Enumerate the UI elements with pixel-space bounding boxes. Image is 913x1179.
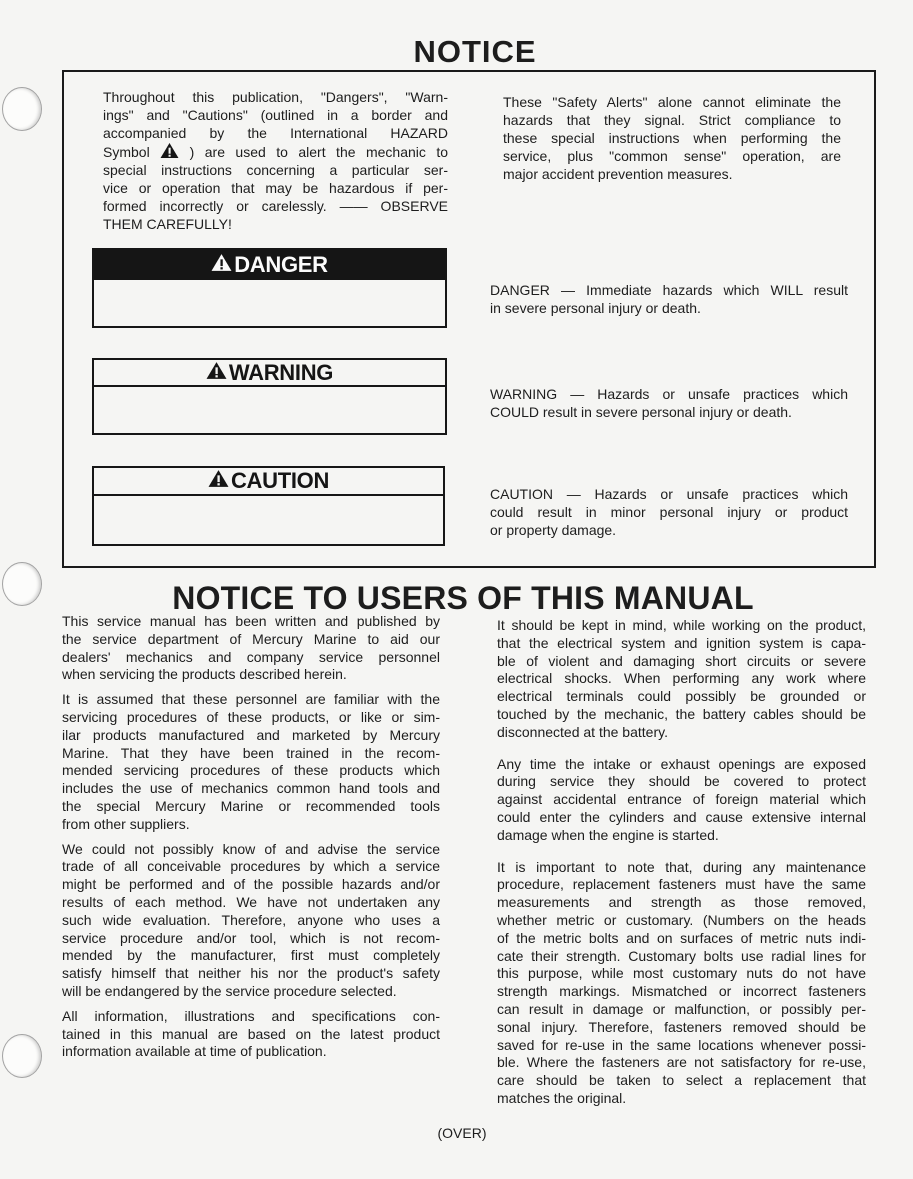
paragraph [497,859,866,1108]
text-line: It is assumed that these personnel are familiar with the [62,691,440,708]
text-line: whether metric or customary. (Numbers on the heads [497,911,866,928]
text-line: mended by the manufacturer, first must completely [62,947,440,964]
text-line: these special instructions when performing the [503,130,841,146]
punch-hole-icon [2,87,42,131]
text-line: ble. Where the fasteners are not satisfactory for re-use, [497,1054,866,1071]
text-line: results of each method. We have not undertaken any [62,893,440,910]
text-line: includes the use of mechanics common hand tools and [62,780,440,797]
paragraph [497,617,866,742]
text-line: ble of violent and damaging short circuits or severe [497,652,866,669]
text-line: can result in damage or malfunction, or possibly per- [497,1000,866,1017]
text-line: vice or operation that may be hazardous if per- [103,180,448,196]
text-line: ings" and "Cautions" (outlined in a border and [103,107,448,123]
text-line: These "Safety Alerts" alone cannot eliminate the [503,94,841,110]
paragraph [62,613,440,684]
text-line: matches the original. [497,1089,627,1106]
text-line: strength markings. Mismatched or incorrect fasteners [497,983,866,1000]
text-line: accompanied by the International HAZARD [103,125,448,141]
danger-label: DANGER [234,252,328,277]
text-line: formed incorrectly or carelessly. —— OBSERVE [103,198,448,214]
paragraph [490,385,848,421]
text-line: Any time the intake or exhaust openings are exposed [497,755,866,772]
paragraph [503,93,841,183]
text-line: sonal injury. Therefore, fasteners removed should be [497,1018,866,1035]
paragraph [103,88,448,233]
paragraph [490,281,848,317]
text-line: ilar products manufactured and marketed by Mercury [62,726,440,743]
text-line: tained in this manual are based on the latest product [62,1025,440,1042]
text-line: could result in minor personal injury or product [490,504,848,520]
notice-intro-right [503,93,841,183]
text-line: We could not possibly know of and advise the service [62,840,440,857]
text-line: CAUTION — Hazards or unsafe practices which [490,486,848,502]
text-line: the service department of Mercury Marine to aid our [62,630,440,647]
text-line: servicing procedures of these products, or like or sim- [62,708,440,725]
punch-hole-icon [2,562,42,606]
page-footer-over: (OVER) [437,1125,487,1141]
text-line: measurements and strength as those removed, [497,894,866,911]
text-line: hazards that they signal. Strict compliance to [503,112,841,128]
text-line: or property damage. [490,522,617,538]
text-line: major accident prevention measures. [503,166,733,182]
users-notice-title: NOTICE TO USERS OF THIS MANUAL [172,580,754,616]
text-line: electrical shocks. When performing any work where [497,670,866,687]
caution-alert-box [92,466,445,546]
text-line: electrical terminals could possibly be grounded or [497,688,866,705]
text-line: during service they should be covered to protect [497,773,866,790]
hazard-triangle-icon [211,252,232,278]
users-notice-right-column [497,617,866,1122]
paragraph [62,841,440,1001]
text-line: COULD result in severe personal injury or death. [490,404,792,420]
text-line: Throughout this publication, "Dangers", "Warn- [103,89,448,105]
notice-intro-left [103,88,448,233]
text-line: of the metric bolts and on surfaces of metric nuts indi- [497,929,866,946]
text-line: This service manual has been written and published by [62,613,440,629]
text-line: might be performed and of the possible hazards and/or [62,876,440,893]
text-fragment: ) are used to alert the mechanic to [189,144,449,160]
danger-alert-header [94,250,445,280]
paragraph [62,1008,440,1061]
text-line: procedure, replacement fasteners must have the same [497,876,866,893]
paragraph [62,691,440,833]
text-line: such wide evaluation. Therefore, anyone who uses a [62,911,440,928]
punch-hole-icon [2,1034,42,1078]
text-line: could enter the cylinders and cause extensive internal [497,808,866,825]
text-line: It is important to note that, during any maintenance [497,858,866,875]
text-line: cate their strength. Customary bolts use radial lines for [497,947,866,964]
warning-label: WARNING [228,359,334,385]
hazard-triangle-icon [206,360,227,386]
text-line: when servicing the products described herein. [62,666,347,683]
text-line: care should be taken to select a replacement that [497,1072,866,1089]
text-line: the special Mercury Marine or recommended tools [62,797,440,814]
users-notice-left-column [62,613,440,1068]
text-line: disconnected at the battery. [497,723,668,740]
caution-label: CAUTION [230,468,330,493]
text-line: THEM CAREFULLY! [103,216,232,232]
notice-title: NOTICE [413,34,537,69]
text-line: dealers' mechanics and company service personnel [62,648,440,665]
text-line: DANGER — Immediate hazards which WILL result [490,282,848,298]
caution-description [490,485,848,539]
text-line: against accidental entrance of foreign material which [497,791,866,808]
text-line: damage when the engine is started. [497,826,719,843]
text-line: Marine. That they have been trained in the recom- [62,744,440,761]
caution-alert-header [94,468,443,496]
text-line: service procedure and/or tool, which is not recom- [62,929,440,946]
text-line: information available at time of publication. [62,1043,327,1060]
text-line: mended servicing procedures of these products which [62,762,440,779]
text-line: that the electrical system and ignition system is capa- [497,634,866,651]
text-line: from other suppliers. [62,815,190,832]
paragraph [497,756,866,845]
text-line: special instructions concerning a particular ser- [103,162,448,178]
danger-description [490,281,848,317]
hazard-triangle-icon [160,144,179,160]
text-line: will be endangered by the service procedure selected. [62,982,397,999]
text-line: in severe personal injury or death. [490,300,701,316]
text-line: touched by the mechanic, the battery cables should be [497,705,866,722]
text-fragment: Symbol [103,144,150,160]
text-line: All information, illustrations and specifications con- [62,1007,440,1024]
text-line: WARNING — Hazards or unsafe practices which [490,386,848,402]
warning-description [490,385,848,421]
text-line [103,142,448,161]
text-line: this purpose, while most customary nuts do not have [497,965,866,982]
warning-alert-box [92,358,447,435]
text-line: trade of all conceivable procedures by which a service [62,858,440,875]
paragraph [490,485,848,539]
warning-alert-header [94,360,445,387]
danger-alert-box [92,248,447,328]
text-line: service, plus "common sense" operation, are [503,148,841,164]
hazard-triangle-icon [208,468,229,494]
text-line: saved for re-use in the same locations whenever possi- [497,1036,866,1053]
text-line: It should be kept in mind, while working on the product, [497,617,866,633]
text-line: satisfy himself that neither his nor the product's safety [62,965,440,982]
